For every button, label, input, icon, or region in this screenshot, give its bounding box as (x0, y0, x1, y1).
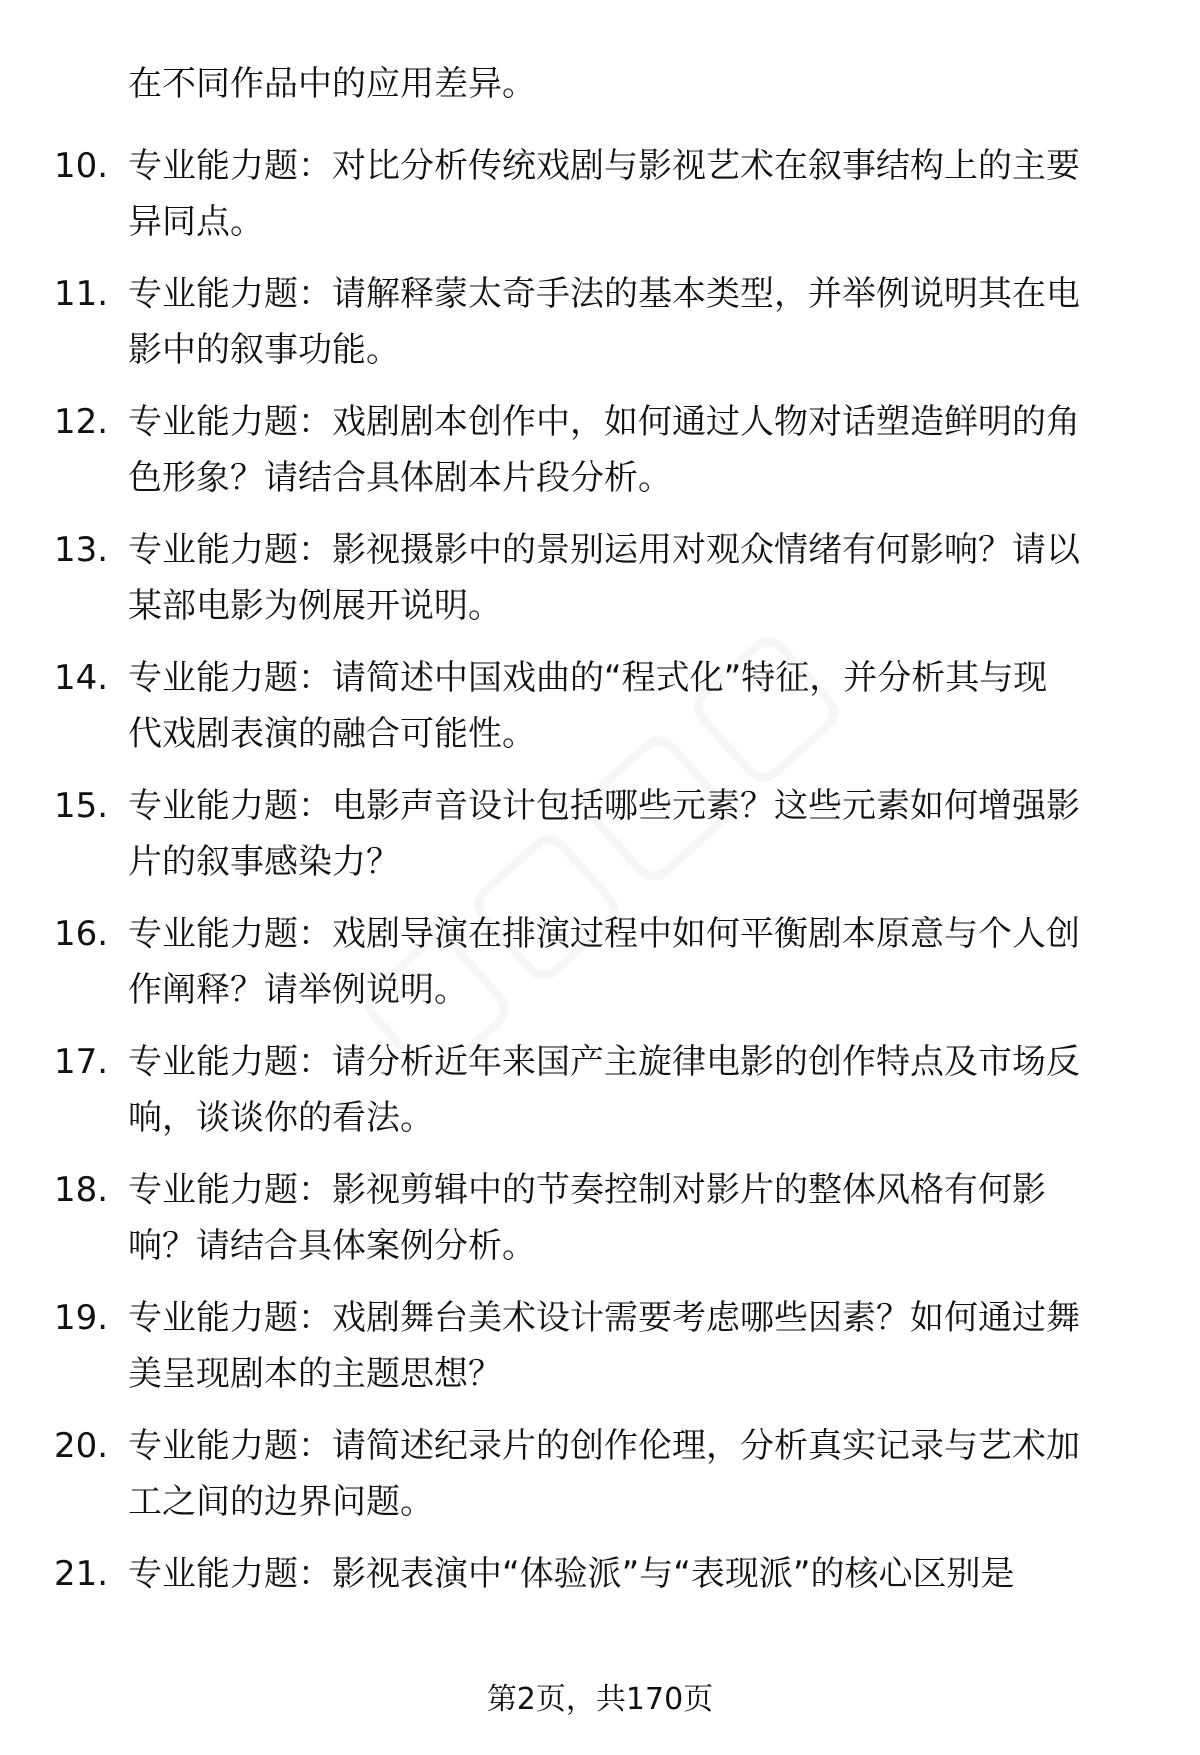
question-line: 专业能力题：请分析近年来国产主旋律电影的创作特点及市场反 (128, 1042, 1080, 1082)
question-line: 作阐释？请举例说明。 (128, 970, 468, 1010)
question-line: 专业能力题：影视表演中“体验派”与“表现派”的核心区别是 (128, 1554, 1015, 1594)
question-item (0, 394, 1200, 522)
question-item (0, 1290, 1200, 1418)
question-line: 专业能力题：对比分析传统戏剧与影视艺术在叙事结构上的主要 (128, 146, 1080, 186)
question-text (128, 1418, 1138, 1530)
question-item (0, 778, 1200, 906)
question-number: 17. (54, 1042, 109, 1082)
question-line: 专业能力题：戏剧导演在排演过程中如何平衡剧本原意与个人创 (128, 914, 1080, 954)
question-number: 14. (54, 658, 109, 698)
continued-question-text: 在不同作品中的应用差异。 (128, 64, 536, 104)
question-item (0, 1034, 1200, 1162)
question-line: 专业能力题：请简述纪录片的创作伦理，分析真实记录与艺术加 (128, 1426, 1080, 1466)
question-number: 13. (54, 530, 109, 570)
question-item (0, 1418, 1200, 1546)
question-item (0, 266, 1200, 394)
question-text (128, 1034, 1138, 1146)
question-line: 专业能力题：影视摄影中的景别运用对观众情绪有何影响？请以 (128, 530, 1080, 570)
question-number: 20. (54, 1426, 109, 1466)
question-line: 色形象？请结合具体剧本片段分析。 (128, 458, 672, 498)
question-item (0, 138, 1200, 266)
question-text (128, 778, 1138, 890)
question-line: 专业能力题：戏剧剧本创作中，如何通过人物对话塑造鲜明的角 (128, 402, 1080, 442)
question-text (128, 394, 1138, 506)
page-number-footer: 第2页，共170页 (486, 1682, 714, 1717)
question-line: 响？请结合具体案例分析。 (128, 1226, 536, 1266)
question-text (128, 522, 1138, 634)
question-text (128, 906, 1138, 1018)
question-line: 工之间的边界问题。 (128, 1482, 434, 1522)
question-item (0, 1546, 1200, 1674)
question-text (128, 650, 1138, 762)
question-line: 专业能力题：戏剧舞台美术设计需要考虑哪些因素？如何通过舞 (128, 1298, 1080, 1338)
question-text (128, 138, 1138, 250)
question-text (128, 1546, 1138, 1602)
question-line: 专业能力题：请解释蒙太奇手法的基本类型，并举例说明其在电 (128, 274, 1080, 314)
question-line: 影中的叙事功能。 (128, 330, 400, 370)
question-line: 某部电影为例展开说明。 (128, 586, 502, 626)
question-line: 异同点。 (128, 202, 264, 242)
question-line: 响，谈谈你的看法。 (128, 1098, 434, 1138)
question-line: 专业能力题：请简述中国戏曲的“程式化”特征，并分析其与现 (128, 658, 1048, 698)
question-item (0, 650, 1200, 778)
question-number: 19. (54, 1298, 109, 1338)
question-line: 美呈现剧本的主题思想？ (128, 1354, 502, 1394)
question-item (0, 522, 1200, 650)
question-line: 专业能力题：影视剪辑中的节奏控制对影片的整体风格有何影 (128, 1170, 1046, 1210)
question-line: 片的叙事感染力？ (128, 842, 400, 882)
question-list (0, 138, 1200, 1674)
question-text (128, 266, 1138, 378)
question-number: 12. (54, 402, 109, 442)
question-number: 16. (54, 914, 109, 954)
question-text (128, 1290, 1138, 1402)
question-item (0, 906, 1200, 1034)
question-number: 21. (54, 1554, 109, 1594)
question-number: 18. (54, 1170, 109, 1210)
question-line: 专业能力题：电影声音设计包括哪些元素？这些元素如何增强影 (128, 786, 1080, 826)
question-number: 11. (54, 274, 109, 314)
question-line: 代戏剧表演的融合可能性。 (128, 714, 536, 754)
question-number: 15. (54, 786, 109, 826)
question-item (0, 1162, 1200, 1290)
question-number: 10. (54, 146, 109, 186)
question-text (128, 1162, 1138, 1274)
